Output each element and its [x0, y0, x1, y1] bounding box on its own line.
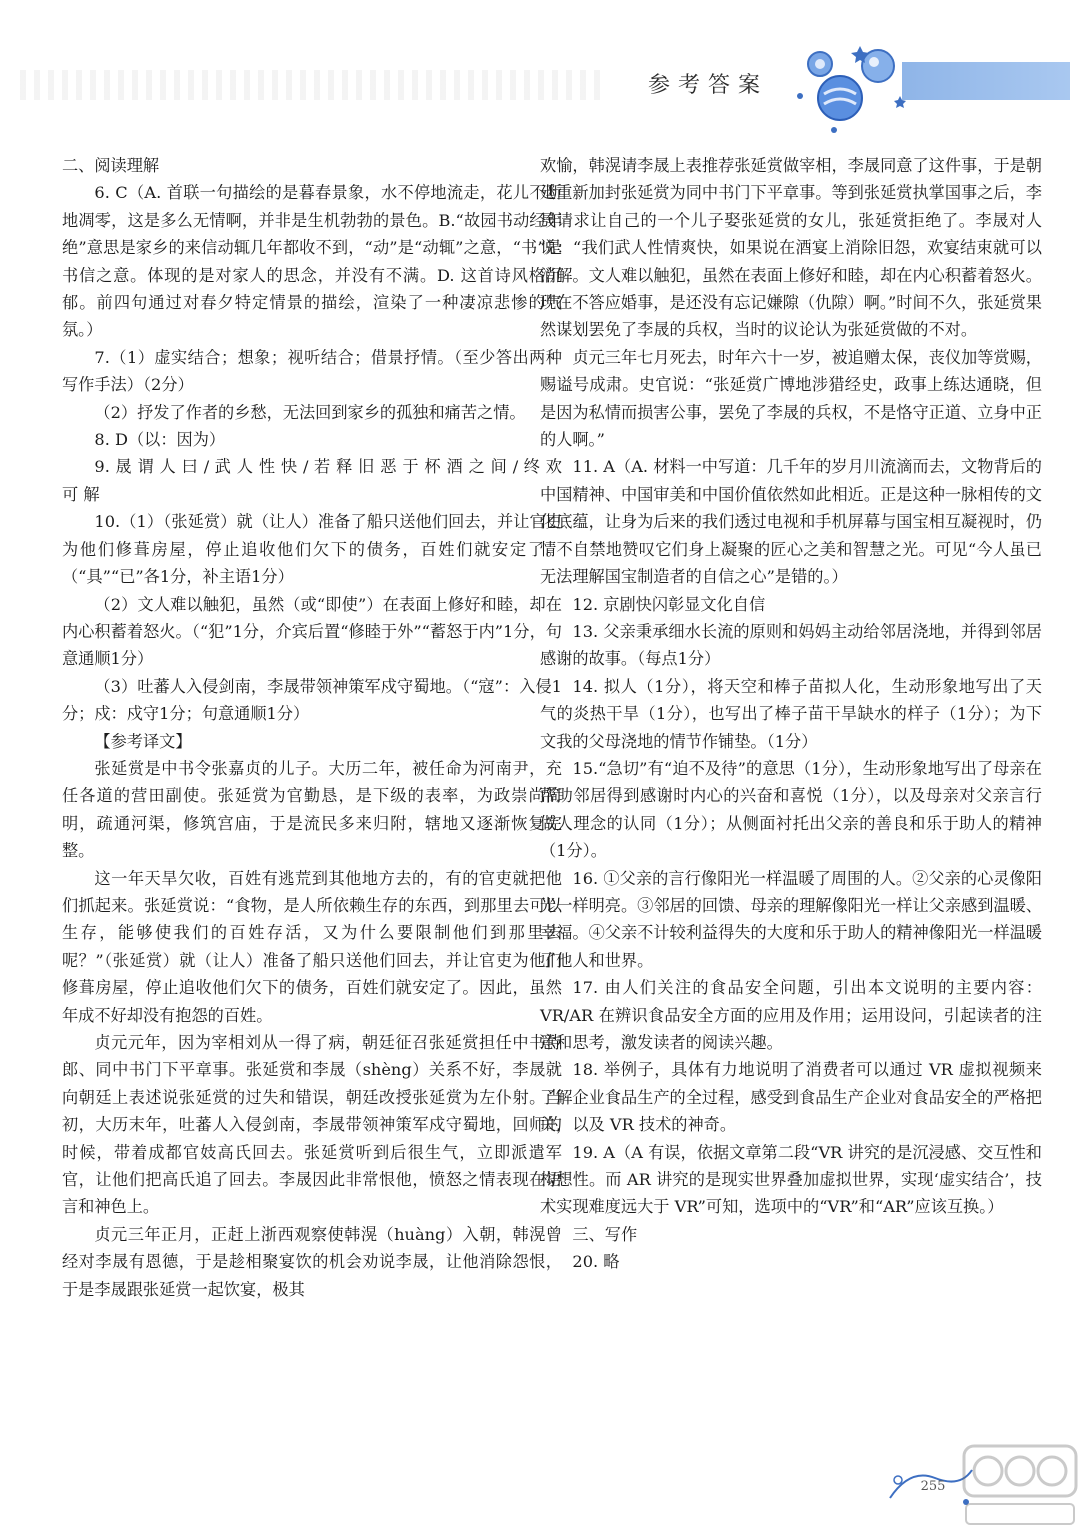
answer-paragraph: （2）抒发了作者的乡愁，无法回到家乡的孤独和痛苦之情。: [94, 402, 526, 422]
answer-paragraph: 13. 父亲秉承细水长流的原则和妈妈主动给邻居浇地，并得到邻居感谢的故事。（每点1分）: [540, 621, 1042, 669]
header-dotted-band: [20, 70, 600, 100]
answer-paragraph: 10.（1）（张延赏）就（让人）准备了船只送他们回去，并让官吏为他们修葺房屋，停止追收他们欠下的债务，百姓们就安定了。（“具”“已”各1分，补主语1分）: [62, 512, 562, 587]
answer-paragraph: 11. A（A. 材料一中写道：几千年的岁月川流滴而去，文物背后的中国精神、中国审美和中国价值依然如此相近。正是这种一脉相传的文化底蕴，让身为后来的我们透过电视和手机屏幕与国宝相互凝视时，仍情不自禁地赞叹它们身上凝聚的匠心之美和智慧之光。可见“今人虽已无法理解国宝制造者的自信之心”是错的。）: [540, 457, 1042, 587]
section-heading-reading: 二、阅读理解: [62, 156, 160, 175]
answer-paragraph: 19. A（A 有误，依据文章第二段“VR 讲究的是沉浸感、交互性和构想性。而 AR 讲究的是现实世界叠加虚拟世界，实现‘虚实结合’，技术实现难度远大于 VR”可知，选项中的“VR”和“AR”应该互换。）: [540, 1142, 1042, 1217]
translation-paragraph: 贞元三年七月死去，时年六十一岁，被追赠太保，丧仪加等赏赐，赐谥号成肃。史官说：“张延赏广博地涉猎经史，政事上练达通晓，但是因为私情而损害公事，罢免了李晟的兵权，不是恪守正道、立身中正的人啊。”: [540, 347, 1042, 450]
answer-paragraph: 8. D（以：因为）: [94, 430, 226, 450]
answer-paragraph: 20. 略: [572, 1252, 620, 1272]
translation-heading: 【参考译文】: [94, 731, 192, 751]
left-column: [62, 152, 562, 1303]
header-title: 参考答案: [648, 73, 769, 98]
answer-paragraph: 7.（1）虚实结合；想象；视听结合；借景抒情。（至少答出两种写作手法）（2分）: [62, 347, 562, 395]
page-header: [0, 0, 1088, 140]
translation-paragraph: 贞元三年正月，正赶上浙西观察使韩滉（huàng）入朝，韩滉曾经对李晟有恩德，于是趁相聚宴饮的机会劝说李晟，让他消除怨恨，于是李晟跟张延赏一起饮宴，极其: [62, 1224, 562, 1299]
answer-paragraph: 15.“急切”有“迫不及待”的意思（1分），生动形象地写出了母亲在帮助邻居得到感谢时内心的兴奋和喜悦（1分），以及母亲对父亲言行做人理念的认同（1分）；从侧面衬托出父亲的善良和乐于助人的精神（1分）。: [540, 758, 1042, 861]
translation-paragraph: 张延赏是中书令张嘉贞的儿子。大历二年，被任命为河南尹，充任各道的营田副使。张延赏为官勤恳，是下级的表率，为政崇尚简明，疏通河渠，修筑宫庙，于是流民多来归附，辖地又逐渐恢复完整。: [62, 758, 562, 861]
translation-paragraph: 欢愉，韩滉请李晟上表推荐张延赏做宰相，李晟同意了这件事，于是朝廷重新加封张延赏为同中书门下平章事。等到张延赏执掌国事之后，李晟请求让自己的一个儿子娶张延赏的女儿，张延赏拒绝了。李晟对人说：“我们武人性情爽快，如果说在酒宴上消除旧怨，欢宴结束就可以消解。文人难以触犯，虽然在表面上修好和睦，却在内心积蓄着怒火。现在不答应婚事，是还没有忘记嫌隙（仇隙）啊。”时间不久，张延赏果然谋划罢免了李晟的兵权，当时的议论认为张延赏做的不对。: [540, 156, 1042, 340]
answer-paragraph: （2）文人难以触犯，虽然（或“即使”）在表面上修好和睦，却在内心积蓄着怒火。（“犯”1分，介宾后置“修睦于外”“蓄怒于内”1分，句意通顺1分）: [62, 594, 562, 669]
translation-paragraph: 贞元元年，因为宰相刘从一得了病，朝廷征召张延赏担任中书侍郎、同中书门下平章事。张延赏和李晟（shèng）关系不好，李晟就向朝廷上表述说张延赏的过失和错误，朝廷改授张延赏为左仆射。当初，大历末年，吐蕃人入侵剑南，李晟带领神策军戍守蜀地，回师的时候，带着成都官妓高氏回去。张延赏听到后很生气，立即派遣军官，让他们把高氏追了回去。李晟因此非常恨他，愤怒之情表现在语言和神色上。: [62, 1033, 562, 1217]
answer-paragraph: 12. 京剧快闪彰显文化自信: [572, 594, 766, 614]
answer-paragraph: （3）吐蕃人入侵剑南，李晟带领神策军戍守蜀地。（“寇”：入侵1分；戍：戍守1分；句意通顺1分）: [62, 676, 562, 724]
header-color-band: [902, 62, 1070, 100]
watermark-logo: [960, 1440, 1080, 1530]
right-column: [540, 152, 1042, 1276]
section-heading-writing: 三、写作: [572, 1224, 638, 1244]
answer-paragraph: 9. 晟 谓 人 曰 / 武 人 性 快 / 若 释 旧 恶 于 杯 酒 之 间 / 终 欢 可 解: [62, 457, 562, 504]
bubbles-decoration-icon: [790, 36, 910, 136]
answer-paragraph: 16. ①父亲的言行像阳光一样温暖了周围的人。②父亲的心灵像阳光一样明亮。③邻居的回馈、母亲的理解像阳光一样让父亲感到温暖、幸福。④父亲不计较利益得失的大度和乐于助人的精神像阳光一样温暖了他人和世界。: [540, 868, 1042, 970]
translation-paragraph: 这一年天旱欠收，百姓有逃荒到其他地方去的，有的官吏就把他们抓起来。张延赏说：“食物，是人所依赖生存的东西，到那里去可以生存，能够使我们的百姓存活，又为什么要限制他们到那里去呢？”（张延赏）就（让人）准备了船只送他们回去，并让官吏为他们修葺房屋，停止追收他们欠下的债务，百姓们就安定了。因此，虽然年成不好却没有抱怨的百姓。: [62, 868, 562, 1025]
answer-paragraph: 17. 由人们关注的食品安全问题，引出本文说明的主要内容：VR/AR 在辨识食品安全方面的应用及作用；运用设问，引起读者的注意和思考，激发读者的阅读兴趣。: [540, 978, 1042, 1052]
page-number: 255: [920, 1479, 946, 1494]
answer-paragraph: 18. 举例子，具体有力地说明了消费者可以通过 VR 虚拟视频来了解企业食品生产的全过程，感受到食品生产企业对食品安全的严格把关，以及 VR 技术的神奇。: [540, 1060, 1042, 1135]
answer-paragraph: 14. 拟人（1分），将天空和棒子苗拟人化，生动形象地写出了天气的炎热干旱（1分），也写出了棒子苗干旱缺水的样子（1分）；为下文我的父母浇地的情节作铺垫。（1分）: [540, 676, 1042, 751]
answer-paragraph: 6. C（A. 首联一句描绘的是暮春景象，水不停地流走，花儿不断地凋零，这是多么无情啊，并非是生机勃勃的景色。B.“故园书动经年绝”意思是家乡的来信动辄几年都收不到，“动”是“动辄”之意，“书”是书信之意。体现的是对家人的思念，并没有不满。D. 这首诗风格沉郁。前四句通过对春夕特定情景的描绘，渲染了一种凄凉悲惨的气氛。）: [62, 183, 562, 340]
